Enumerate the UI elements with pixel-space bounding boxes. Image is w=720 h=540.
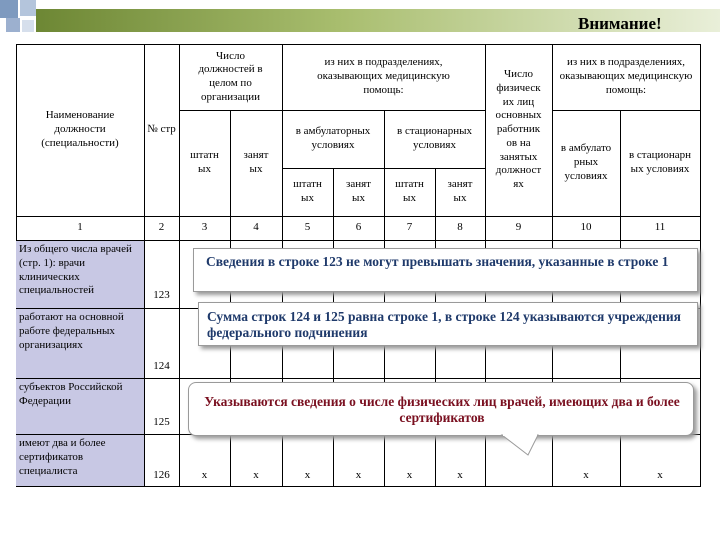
header-staff: штатн ых (190, 149, 219, 175)
not-applicable-mark: x (201, 469, 208, 482)
callout-pointer (498, 433, 542, 459)
header-outpatient: в амбулато рных условиях (560, 142, 612, 182)
header-occupied: занят ых (346, 178, 371, 204)
row-number: 125 (153, 416, 170, 429)
column-number: 7 (406, 221, 413, 234)
not-applicable-mark: x (457, 469, 463, 482)
note-text: Сведения в строке 123 не могут превышать значения, указанные в строке 1 (206, 254, 669, 269)
row-number: 126 (153, 469, 170, 482)
row-name: субъектов Российской Федерации (16, 379, 144, 434)
column-number: 2 (158, 221, 165, 234)
header-row-number: № стр (147, 123, 176, 136)
note-row-123 (193, 248, 698, 292)
header-staff: штатн ых (293, 178, 322, 204)
header-name: Наименование должности (специальности) (41, 109, 119, 149)
column-number: 5 (304, 221, 311, 234)
header-positions-total: Число должностей в целом по организации (198, 49, 263, 103)
note-certificates (188, 382, 694, 436)
column-number: 1 (77, 221, 83, 234)
note-text: Указываются сведения о числе физических лиц врачей, имеющих два и более сертификатов (204, 394, 680, 425)
row-name: работают на основной работе федеральных организациях (16, 309, 144, 378)
decorative-square (6, 18, 20, 32)
column-number: 11 (654, 221, 666, 234)
row-name: имеют два и более сертификатов специалиста (16, 435, 144, 486)
column-number: 10 (580, 221, 592, 234)
decorative-square (22, 20, 34, 32)
decorative-square (0, 0, 18, 18)
not-applicable-mark: x (253, 469, 259, 482)
not-applicable-mark: x (406, 469, 413, 482)
header-occupied: занят ых (447, 178, 473, 204)
table-border (700, 44, 701, 486)
header-occupied: занят ых (243, 149, 269, 175)
header-subdivisions: из них в подразделениях, оказывающих медицинскую помощь: (317, 56, 450, 96)
column-number: 6 (355, 221, 362, 234)
note-rows-124-125 (198, 302, 698, 346)
row-number: 123 (153, 289, 170, 302)
row-name: Из общего числа врачей (стр. 1): врачи клинических специальностей (16, 241, 144, 308)
not-applicable-mark: x (657, 469, 663, 482)
header-staff: штатн ых (395, 178, 424, 204)
page-title: Внимание! (578, 14, 662, 33)
not-applicable-mark: x (304, 469, 311, 482)
table-border (16, 486, 701, 487)
not-applicable-mark: x (583, 469, 589, 482)
column-number: 8 (457, 221, 463, 234)
note-text: Сумма строк 124 и 125 равна строке 1, в строке 124 указываются учреждения федерального подчинения (207, 309, 681, 340)
column-number: 3 (201, 221, 208, 234)
decorative-square (20, 0, 36, 16)
header-inpatient: в стационарн ых условиях (628, 149, 692, 175)
header-subdivisions: из них в подразделениях, оказывающих медицинскую помощь: (559, 56, 693, 96)
column-number: 9 (515, 221, 522, 234)
header-inpatient: в стационарных условиях (397, 125, 472, 151)
column-number: 4 (253, 221, 259, 234)
row-number: 124 (153, 360, 170, 373)
not-applicable-mark: x (355, 469, 362, 482)
header-outpatient: в амбулаторных условиях (295, 125, 371, 151)
header-physical-persons: Число физическ их лиц основных работник ов на занятых должност ях (495, 68, 542, 191)
